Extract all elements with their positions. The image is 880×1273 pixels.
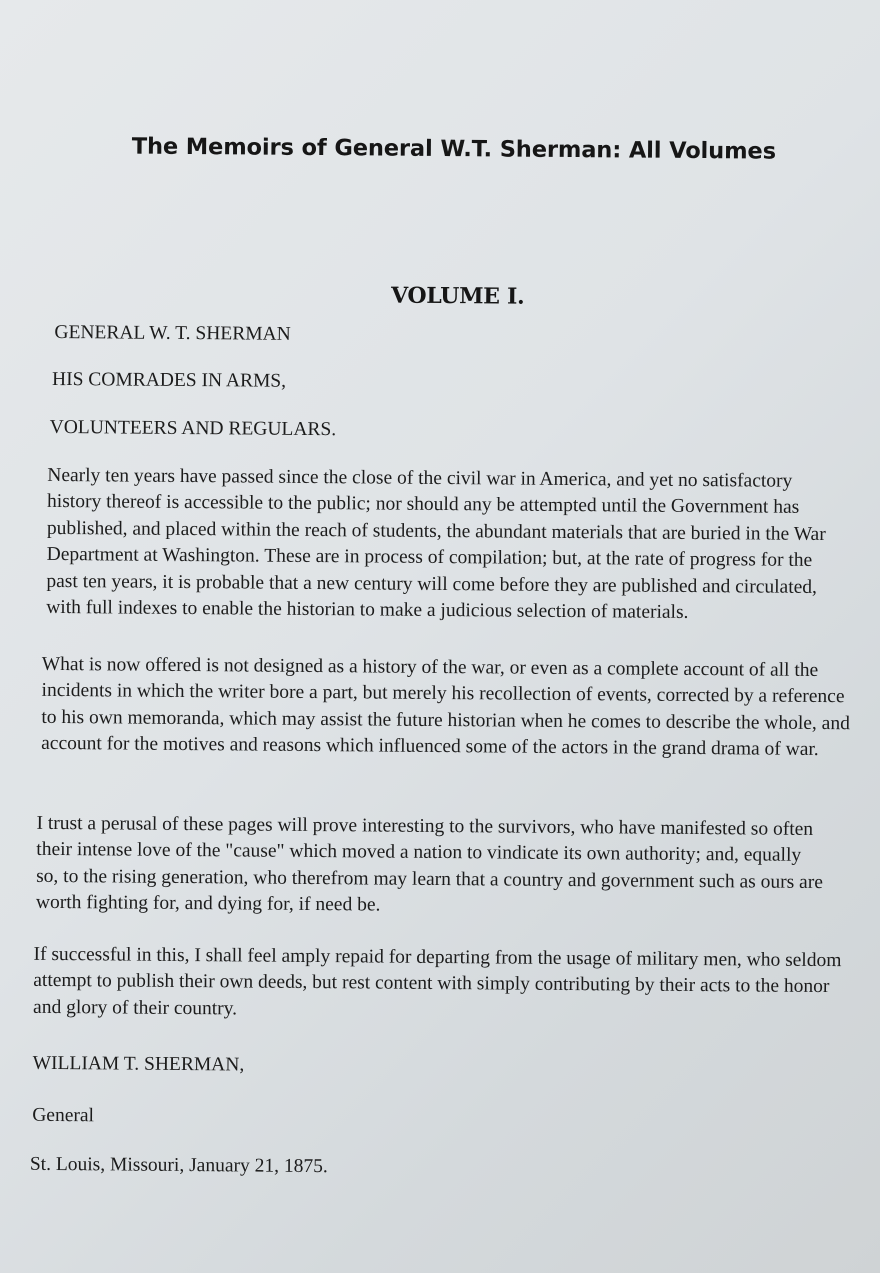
body-paragraph: What is now offered is not designed as a history of the war, or even as a complete account of all the incidents in which the writer bore a part, but merely his recollection of events, corrected by a reference to his own memoranda, which may assist the future historian when he comes to describe the whole, and account for the motives and reasons which influenced some of the actors in the grand drama of war. [41,653,850,761]
dedication-line: VOLUNTEERS AND REGULARS. [49,416,337,441]
body-paragraph: If successful in this, I shall feel amply repaid for departing from the usage of military men, who seldom attempt to publish their own deeds, but rest content with simply contributing by their acts to the honor and glory of their country. [33,943,842,1020]
signature-rank: General [32,1104,95,1127]
dedication-line: GENERAL W. T. SHERMAN [54,321,291,345]
signature-name: WILLIAM T. SHERMAN, [32,1052,245,1076]
dedication-line: HIS COMRADES IN ARMS, [51,368,287,392]
body-paragraph: Nearly ten years have passed since the close of the civil war in America, and yet no satisfactory history thereof is accessible to the public; nor should any be attempted until the Government has published, and placed within the reach of students, the abundant materials that are buried in the War Department at Washington. These are in process of compilation; but, at the rate of progress for the past ten years, it is probable that a new century will come before they are published and circulated, with full indexes to enable the historian to make a judicious selection of materials. [46,464,826,623]
signature-place-date: St. Louis, Missouri, January 21, 1875. [29,1153,328,1178]
body-paragraph: I trust a perusal of these pages will prove interesting to the survivors, who have manifested so often their intense love of the "cause" which moved a nation to vindicate its own authority; and, equally so, to the rising generation, who therefrom may learn that a country and government such as ours are worth fighting for, and dying for, if need be. [35,812,824,916]
book-title: The Memoirs of General W.T. Sherman: All Volumes [131,133,777,165]
volume-heading: VOLUME I. [390,282,525,310]
